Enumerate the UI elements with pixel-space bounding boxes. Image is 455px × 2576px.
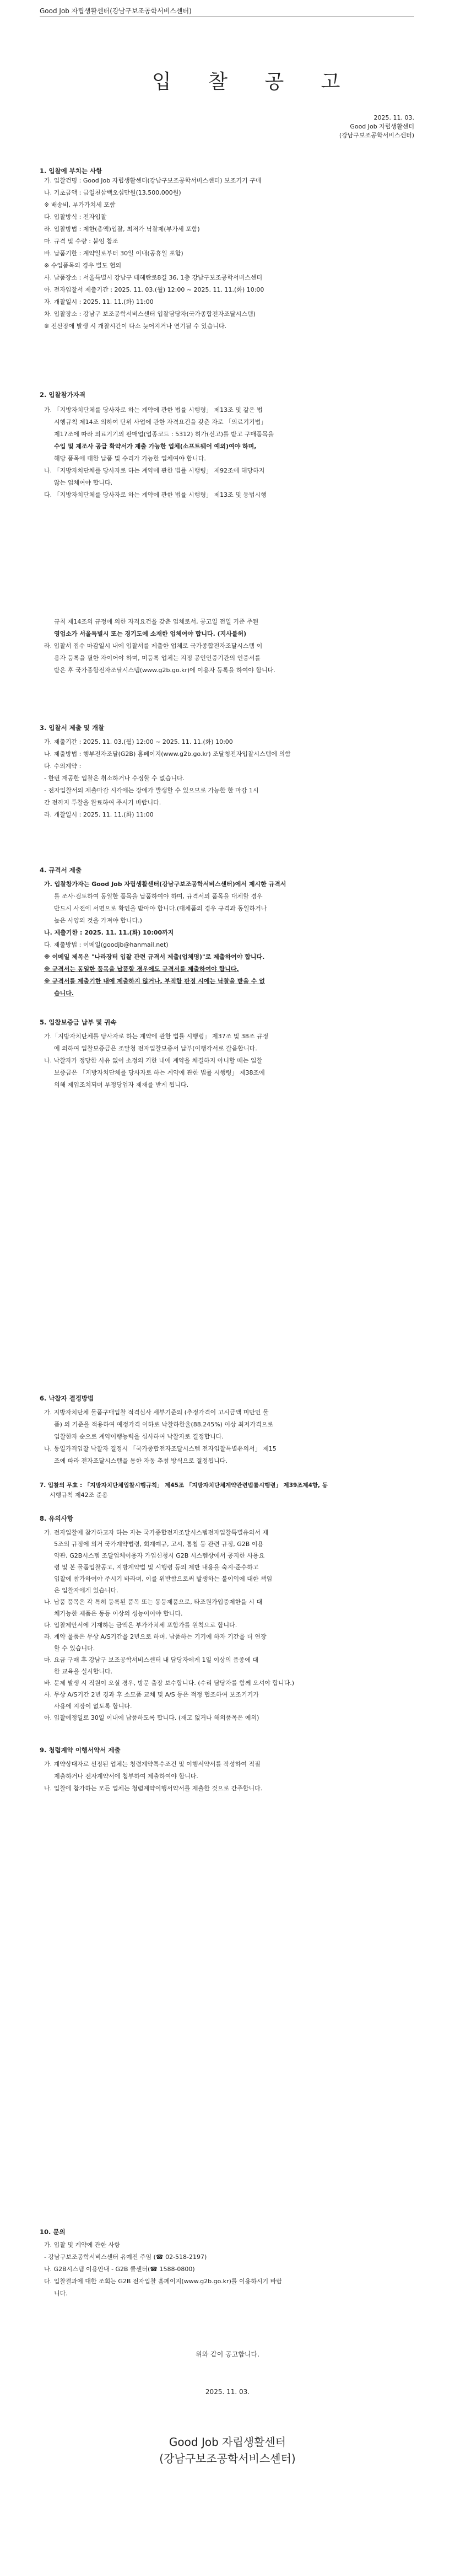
text-line: 가. 전자입찰에 참가하고자 하는 자는 국가종합전자조달시스템전자입찰특별유의서 제 [44,1529,269,1536]
section-7-heading-continued: 시행규칙 제42조 준용 [50,1491,108,1499]
text-line: 할 수 있습니다. [54,1645,95,1652]
text-line: 바. 문제 발생 시 직원이 오실 경우, 방문 출장 보수합니다. (수리 담당자를 함께 오셔야 합니다.) [44,1679,295,1687]
text-line: 품) 의 기준을 적용하여 예정가격 이하로 낙찰하한율(88.245%) 이상 최저가격으로 [54,1421,273,1428]
section-4-heading: 4. 규격서 제출 [40,866,82,874]
section-10-body [44,2241,282,2301]
section-3-heading: 3. 입찰서 제출 및 개찰 [40,724,105,732]
text-line: ※ 규격서를 제출기한 내에 제출하지 않거나, 부적합 판정 시에는 낙찰을 받을 수 없 [44,978,265,985]
agency-name: Good Job 자립생활센터(강남구보조공학서비스센터) [40,7,192,15]
text-line: 령 및 본 물품입찰공고, 지방계약법 및 시행령 등의 제반 내용을 숙지·준수하고 [54,1564,259,1571]
text-line: 를 조사·검토하여 동일한 품목을 납품하여야 하며, 규격서의 품목을 대체할 경우 [54,893,263,900]
list-item: 사. 납품장소 : 서울특별시 강남구 테헤란로8길 36, 1층 강남구보조공학서비스센터 [44,274,263,281]
text-line: 한 교육을 실시합니다. [54,1668,113,1675]
section-1-list [44,176,264,334]
text-line: 반드시 사전에 서면으로 확인을 받아야 합니다.(대체품의 경우 규격과 동일하거나 [54,905,267,912]
section-2-body-continued [44,618,275,678]
text-line: 은 입찰자에게 있습니다. [54,1587,118,1594]
text-line: 나. G2B시스템 이용안내 - G2B 콜센터(☎ 1588-0800) [44,2266,195,2273]
list-item: ※ 수입품목의 경우 별도 협의 [44,262,122,269]
issuer-name: Good Job 자립생활센터 [350,123,414,130]
list-item: 다. 수의계약 : [44,763,82,770]
text-line: 나. 입찰에 참가하는 모든 업체는 청렴계약이행서약서를 제출한 것으로 간주합니다. [44,1785,263,1792]
section-10-heading: 10. 문의 [40,2228,66,2236]
footer-org-subname: (강남구보조공학서비스센터) [159,2452,296,2465]
text-line: 해당 품목에 대한 납품 및 수리가 가능한 업체여야 합니다. [54,455,206,462]
section-1-heading: 1. 입찰에 부치는 사항 [40,167,102,175]
section-7-heading: 7. 입찰의 무효 : 「지방자치단체입찰시행규칙」 제45조 「지방자치단체계약관련법률시행령」 제39조제4항, 동 [40,1482,328,1489]
notice-date: 2025. 11. 03. [373,114,414,121]
text-line: ※ 규격서는 동일한 품목을 납품할 경우에도 규격서를 제출하여야 합니다. [44,965,239,973]
list-item: 다. 입찰방식 : 전자입찰 [44,213,107,221]
section-4-body [44,880,286,1001]
list-item: 간 전까지 투찰을 완료하여 주시기 바랍니다. [44,799,161,806]
section-5-body [44,1032,268,1093]
text-line: 나. 낙찰자가 정당한 사유 없이 소정의 기한 내에 계약을 체결하지 아니할 때는 입찰 [44,1057,263,1064]
issuer-subname: (강남구보조공학서비스센터) [339,132,414,139]
section-8-heading: 8. 유의사항 [40,1515,73,1522]
list-item: 나. 기초금액 : 금일천삼백오십만원(13,500,000원) [44,189,181,196]
text-line: 받은 후 국가종합전자조달시스템(www.g2b.go.kr)에 이용자 등록을 하여야 합니다. [54,667,275,674]
text-line: 의해 제입조치되며 부정당업자 제재를 받게 됩니다. [54,1081,189,1088]
text-line: 영업소가 서울특별시 또는 경기도에 소재한 업체여야 합니다. (지사불허) [54,630,247,637]
text-line: 입찰한자 순으로 계약이행능력을 심사하여 낙찰자로 결정합니다. [54,1433,224,1440]
text-line: 마. 요금 구매 후 강남구 보조공학서비스센터 내 담당자에게 1일 이상의 품종에 대 [44,1656,258,1663]
list-item: 라. 입찰방법 : 제한(총액)입찰, 최저가 낙찰제(부가세 포함) [44,226,200,233]
list-item: ※ 배송비, 부가가치세 포함 [44,201,116,208]
section-2-heading: 2. 입찰참가자격 [40,391,86,399]
text-line: 라. 입찰서 접수 마감일시 내에 입찰서를 제출한 업체로 국가종합전자조달시스템 이 [44,642,263,650]
list-item: 가. 입찰건명 : Good Job 자립생활센터(강남구보조공학서비스센터) 보조기기 구매 [44,177,262,184]
section-6-body [44,1408,277,1469]
text-line: 제출하거나 전자계약서에 첨부하여 제출하여야 합니다. [54,1773,198,1780]
section-2-body [44,406,274,503]
text-line: 가.「지방자치단체를 당사자로 하는 계약에 관한 법률 시행령」 제37조 및 38조 규정 [44,1033,269,1040]
text-line: 다. 입찰제안서에 기재하는 금액은 부가가치세 포함가를 원칙으로 합니다. [44,1622,237,1629]
list-item: - 한번 재공한 입찰은 취소하거나 수정할 수 없습니다. [44,775,185,782]
list-item: 바. 납품기한 : 계약일로부터 30일 이내(공휴일 포함) [44,250,183,257]
section-8-body [44,1528,294,1725]
text-line: 조에 따라 전자조달시스템을 통한 자동 추첨 방식으로 결정됩니다. [54,1457,228,1464]
list-item: 라. 개찰일시 : 2025. 11. 11.(화) 11:00 [44,811,154,818]
text-line: 다. 입찰결과에 대한 조회는 G2B 전자입찰 홈페이지(www.g2b.go.kr)를 이용하시기 바랍 [44,2278,282,2285]
text-line: 가. 지방자치단체 물품구매입찰 적격심사 세부기준의 (추정가격이 고시금액 미만인 물 [44,1409,269,1416]
section-3-list [44,738,291,823]
list-item: 가. 제출기간 : 2025. 11. 03.(월) 12:00 ~ 2025. 11. 11.(화) 10:00 [44,738,233,745]
text-line: 제17조에 따라 의료기기의 판매업(업종코드 : 5312) 허가(신고)를 받고 구매품목을 [54,431,274,438]
section-5-heading: 5. 입찰보증금 납부 및 귀속 [40,1018,117,1026]
list-item: 자. 개찰일시 : 2025. 11. 11.(화) 11:00 [44,298,154,305]
text-line: 다. 「지방자치단체를 당사자로 하는 계약에 관한 법률 시행령」 제13조 및 동법시행 [44,491,267,498]
text-line: ※ 이메일 제목은 "나라장터 입찰 관련 규격서 제출(업체명)"로 제출하여야 합니다. [44,953,265,960]
text-line: 가. 입찰 및 계약에 관한 사항 [44,2241,120,2248]
text-line: 라. 계약 물품은 무상 A/S기간을 2년으로 하며, 납품하는 기기에 하자 기간을 더 연장 [44,1633,267,1640]
text-line: 가. 계약상대자로 선정된 업체는 청렴계약특수조건 및 이행서약서를 작성하여 적절 [44,1761,261,1768]
text-line: 시행규칙 제14조 의하여 단위 사업에 관한 자격요건을 갖춘 자로 「의료기기법」 [54,418,267,426]
text-line: 가. 입찰참가자는 Good Job 자립생활센터(강남구보조공학서비스센터)에서 제시한 규격서 [44,881,286,888]
section-9-body [44,1760,262,1796]
closing-statement: 위와 같이 공고합니다. [196,2350,259,2358]
list-item: 차. 입찰장소 : 강남구 보조공학서비스센터 입찰담당자(국가종합전자조달시스템) [44,310,256,318]
text-line: 수입 및 제조사 공급 확약서가 제출 가능한 업체(소프트웨어 예외)여야 하며, [54,443,257,450]
list-item: - 전자입찰서의 제출마감 시각에는 장애가 발생할 수 있으므로 가능한 한 마감 1시 [44,787,259,794]
text-line: 다. 제출방법 : 이메일(goodjb@hanmail.net) [44,941,169,948]
text-line: 용자 등록을 필한 자이어야 하며, 미등록 업체는 지정 공인인증기관의 인증서를 [54,654,261,662]
text-line: 체가능한 제품은 동등 이상의 성능이어야 합니다. [54,1610,183,1617]
text-line: 5조의 규정에 의거 국가계약법령, 회계예규, 고시, 통첩 등 관련 규정, G2B 이용 [54,1541,264,1548]
list-item: ※ 전산장애 발생 시 개찰시간이 다소 늦어지거나 연기될 수 있습니다. [44,323,227,330]
text-line: 입찰에 참가하여야 주시기 바라며, 이를 위반함으로써 발생하는 불이익에 대한 책임 [54,1575,273,1582]
section-6-heading: 6. 낙찰자 결정방법 [40,1394,94,1402]
list-item: 아. 전자입찰서 제출기간 : 2025. 11. 03.(월) 12:00 ~ 2025. 11. 11.(화) 10:00 [44,286,264,293]
text-line: 사. 무상 A/S기간 2년 경과 후 소모품 교체 및 A/S 등은 적정 협조하여 보조기기가 [44,1691,259,1698]
text-line: 가. 「지방자치단체를 당사자로 하는 계약에 관한 법률 시행령」 제13조 및 같은 법 [44,406,263,414]
text-line: 에 의하여 입찰보증금은 조달청 전자입찰보증서 납부(이행각서로 갈음합니다. [54,1045,257,1052]
text-line: 나. 동일가격입찰 낙찰자 결정시 「국가종합전자조달시스템 전자입찰특별유의서」 제15 [44,1445,277,1452]
list-item: 나. 제출방법 : 행부전자조달(G2B) 홈페이지(www.g2b.go.kr) 조달청전자입찰시스템에 의함 [44,750,291,758]
text-line: - 강남구보조공학서비스센터 유예진 주임 (☎ 02-518-2197) [44,2253,207,2261]
text-line: 나. 「지방자치단체를 당사자로 하는 계약에 관한 법률 시행령」 제92조에 해당하지 [44,467,265,474]
text-line: 나. 제출기한 : 2025. 11. 11.(화) 10:00까지 [44,929,174,936]
footer-org-name: Good Job 자립생활센터 [169,2435,286,2449]
list-item: 마. 규격 및 수량 : 붙임 참조 [44,238,118,245]
text-line: 습니다. [54,990,74,997]
text-line: 규칙 제14조의 규정에 의한 자격요건을 갖춘 업체로서, 공고일 전일 기준 주된 [54,618,259,625]
text-line: 약관, G2B시스템 조달업체이용자 가입신청시 G2B 시스템상에서 공지한 사용요 [54,1552,265,1559]
text-line: 사용에 지장이 없도록 합니다. [54,1703,132,1710]
text-line: 아. 입찰예정일로 30일 이내에 납품하도록 합니다. (재고 없거나 해외품목은 예외) [44,1714,259,1721]
text-line: 높은 사양의 것을 가져야 합니다.) [54,917,142,924]
footer-date: 2025. 11. 03. [205,2388,250,2396]
text-line: 니다. [54,2290,68,2297]
section-9-heading: 9. 청렴계약 이행서약서 제출 [40,1746,121,1754]
text-line: 나. 납품 품목은 각 특허 등록된 품목 또는 동등제품으로, 타조원가입증제한을 시 대 [44,1598,263,1606]
text-line: 보증금은 「지방자치단체를 당사자로 하는 계약에 관한 법률 시행령」 제38조에 [54,1069,265,1076]
page-title: 입 찰 공 고 [152,71,356,93]
text-line: 않는 업체여야 합니다. [54,479,113,486]
